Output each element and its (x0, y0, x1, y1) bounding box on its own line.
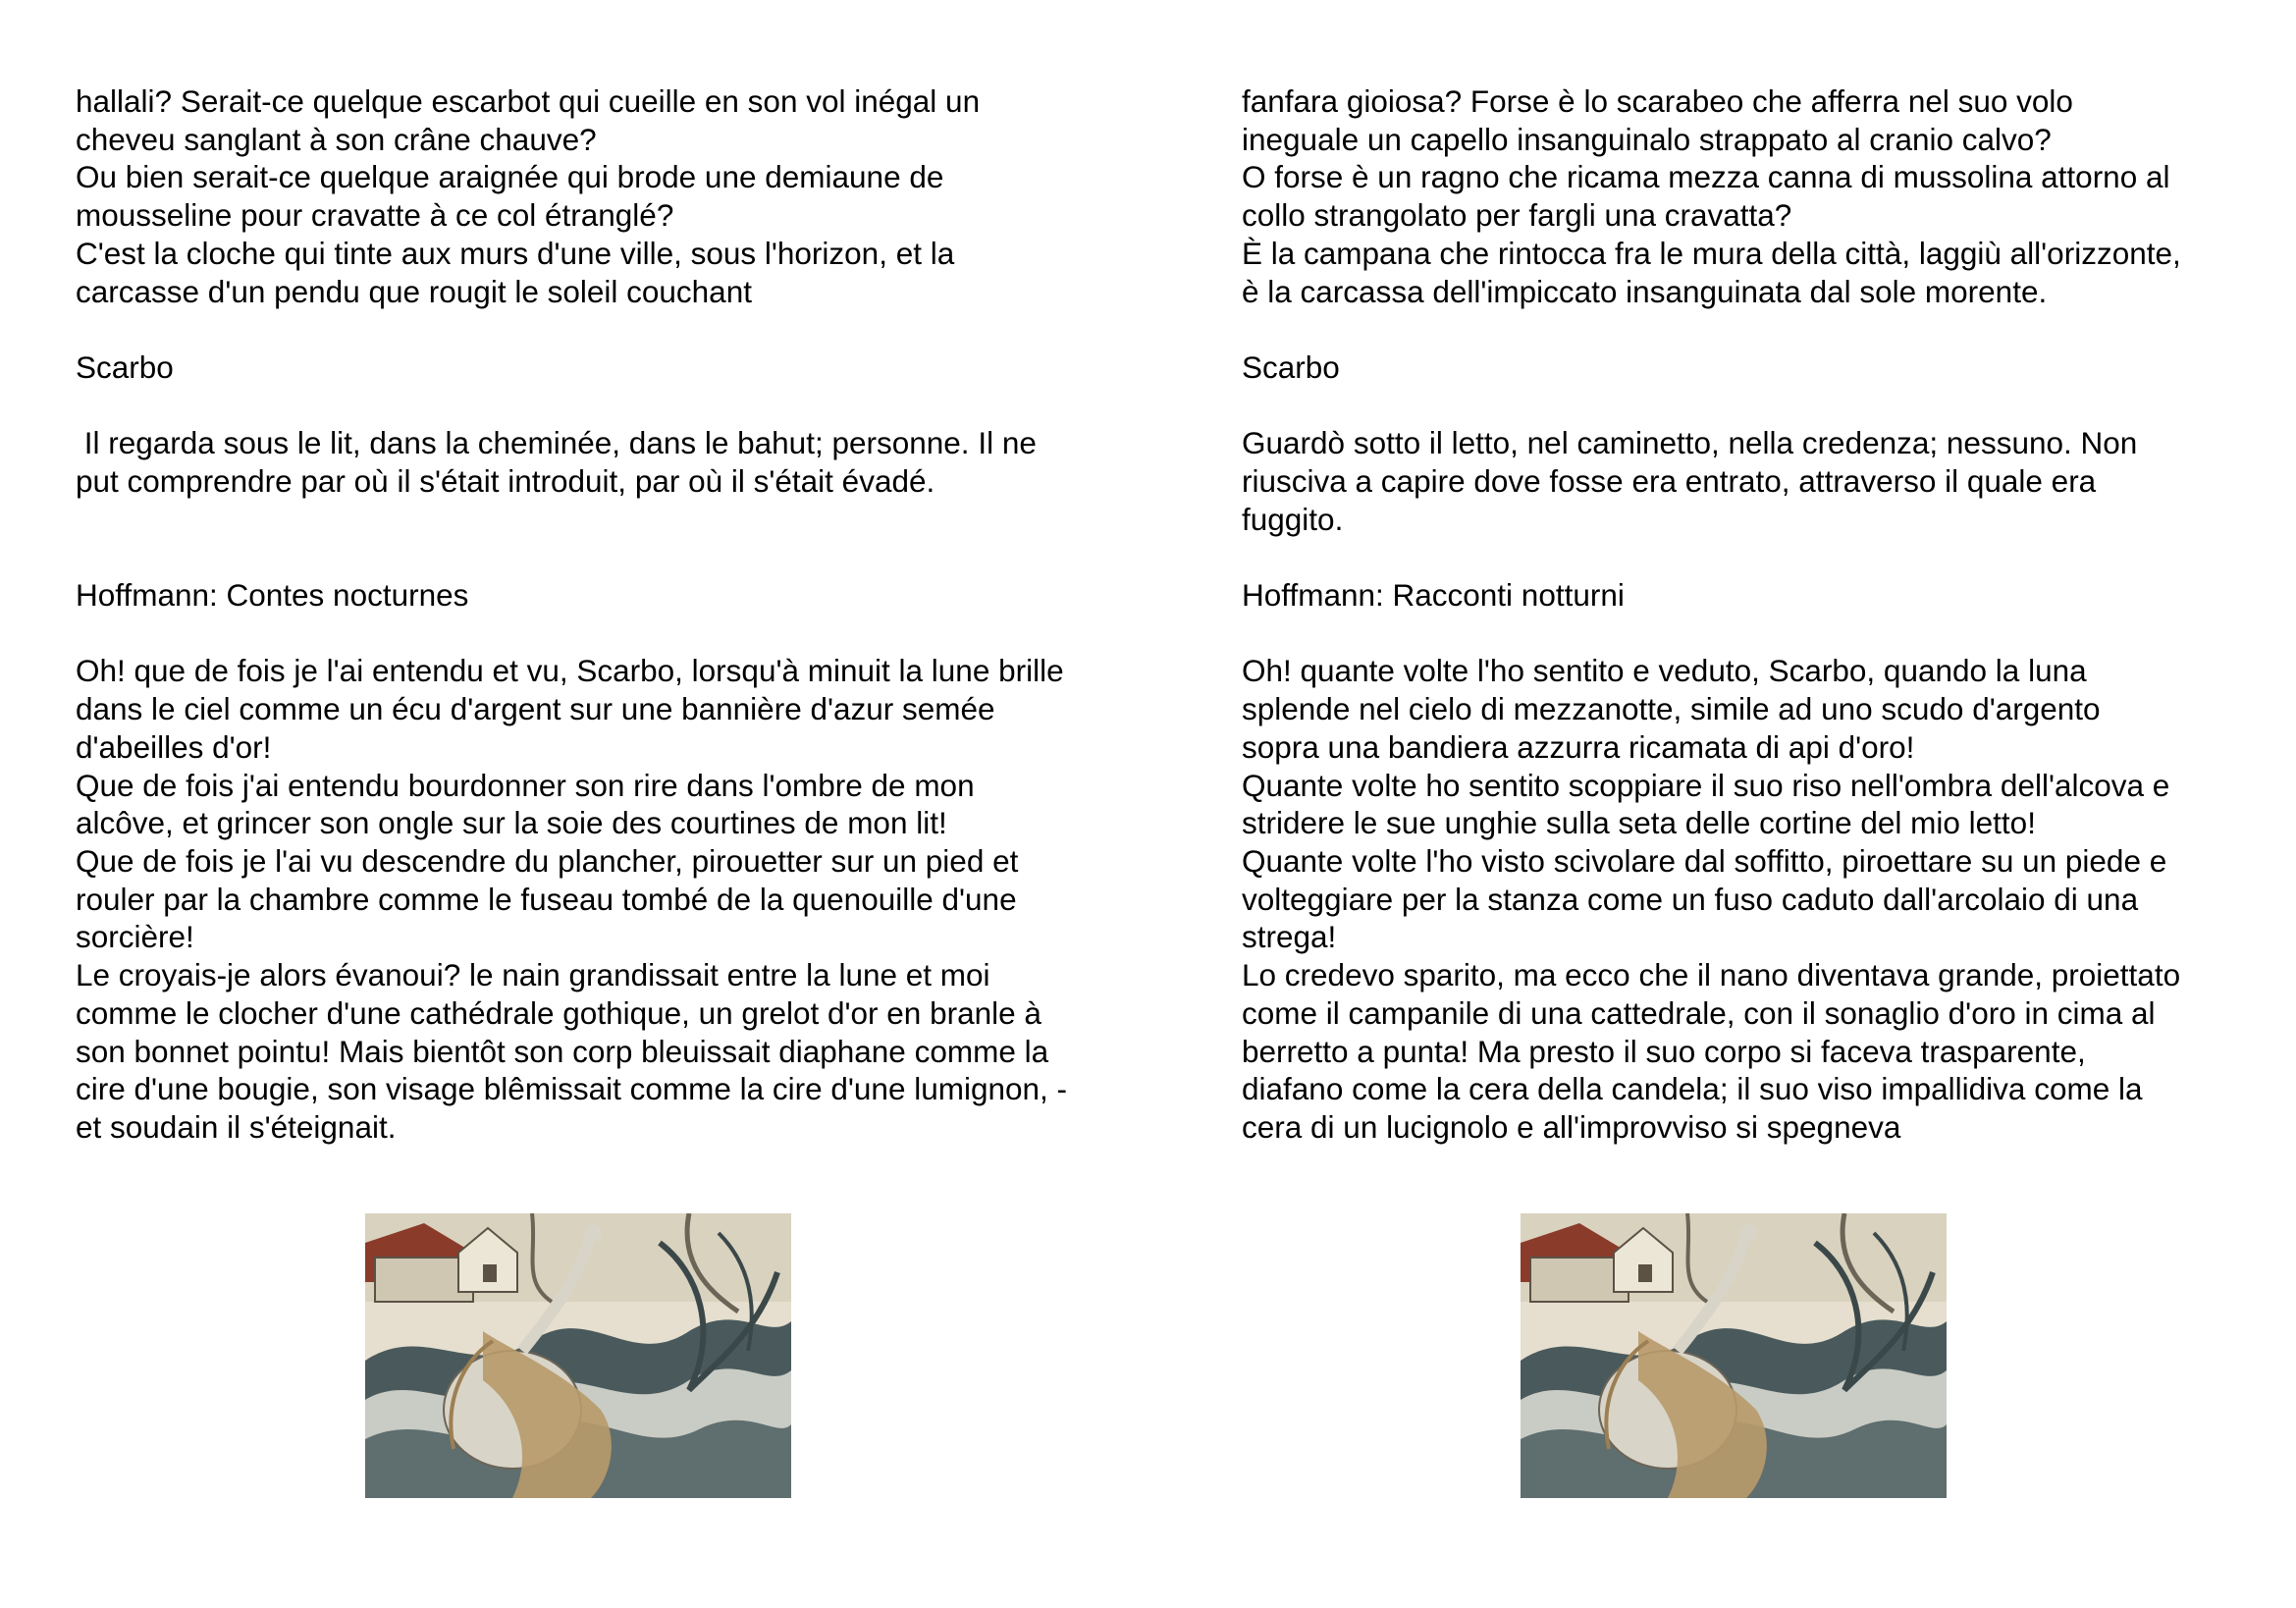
section-title: Scarbo (76, 348, 174, 385)
text-line: fanfara gioiosa? Forse è lo scarabeo che afferra nel suo volo (1242, 83, 2073, 119)
undine-illustration-right (1521, 1213, 1947, 1498)
text-line: cera di un lucignolo e all'improvviso si spegneva (1242, 1108, 1901, 1145)
text-line: Guardò sotto il letto, nel caminetto, nella credenza; nessuno. Non (1242, 425, 2138, 461)
french-paragraph-2 (76, 424, 1165, 500)
text-line: splende nel cielo di mezzanotte, simile ad uno scudo d'argento (1242, 691, 2101, 727)
text-line: Que de fois j'ai entendu bourdonner son rire dans l'ombre de mon (76, 767, 975, 803)
text-line: d'abeilles d'or! (76, 728, 272, 765)
text-line: sopra una bandiera azzurra ricamata di api d'oro! (1242, 728, 1915, 765)
text-line: Quante volte l'ho visto scivolare dal soffitto, piroettare su un piede e (1242, 843, 2167, 879)
section-title: Scarbo (1242, 348, 1340, 385)
text-line: sorcière! (76, 919, 194, 955)
text-line: È la campana che rintocca fra le mura della città, laggiù all'orizzonte, (1242, 235, 2181, 271)
undine-illustration-left (365, 1213, 791, 1498)
text-line: diafano come la cera della candela; il suo viso impallidiva come la (1242, 1071, 2143, 1107)
french-paragraph-1 (76, 82, 1165, 310)
text-line: berretto a punta! Ma presto il suo corpo si faceva trasparente, (1242, 1033, 2086, 1069)
text-line: volteggiare per la stanza come un fuso caduto dall'arcolaio di una (1242, 881, 2139, 917)
italian-paragraph-3 (1242, 652, 2296, 1146)
text-line: alcôve, et grincer son ongle sur la soie des courtines de mon lit! (76, 805, 947, 841)
french-column (76, 82, 1165, 1147)
italian-column (1242, 82, 2296, 1147)
text-line: stridere le sue unghie sulla seta delle cortine del mio letto! (1242, 805, 2036, 841)
text-line: strega! (1242, 919, 1337, 955)
text-line: Que de fois je l'ai vu descendre du plancher, pirouetter sur un pied et (76, 843, 1019, 879)
text-line: collo strangolato per fargli una cravatta? (1242, 197, 1792, 234)
text-line: mousseline pour cravatte à ce col étranglé? (76, 197, 674, 234)
text-line: Quante volte ho sentito scoppiare il suo riso nell'ombra dell'alcova e (1242, 767, 2170, 803)
text-line: ineguale un capello insanguinalo strappato al cranio calvo? (1242, 121, 2052, 157)
text-line: è la carcassa dell'impiccato insanguinata dal sole morente. (1242, 273, 2048, 309)
text-line: Oh! que de fois je l'ai entendu et vu, Scarbo, lorsqu'à minuit la lune brille (76, 653, 1064, 689)
text-line: Le croyais-je alors évanoui? le nain grandissait entre la lune et moi (76, 957, 990, 993)
undine-waves-illustration-icon (365, 1213, 791, 1498)
text-line: cheveu sanglant à son crâne chauve? (76, 121, 597, 157)
text-line: carcasse d'un pendu que rougit le soleil couchant (76, 273, 752, 309)
text-line: hallali? Serait-ce quelque escarbot qui cueille en son vol inégal un (76, 83, 981, 119)
text-line: Ou bien serait-ce quelque araignée qui brode une demiaune de (76, 159, 944, 195)
text-line: rouler par la chambre comme le fuseau tombé de la quenouille d'une (76, 881, 1017, 917)
source-attribution: Hoffmann: Racconti notturni (1242, 577, 1625, 614)
source-attribution: Hoffmann: Contes nocturnes (76, 577, 469, 614)
text-line: C'est la cloche qui tinte aux murs d'une ville, sous l'horizon, et la (76, 235, 955, 271)
french-paragraph-3 (76, 652, 1165, 1146)
text-line: Il regarda sous le lit, dans la cheminée, dans le bahut; personne. Il ne (76, 425, 1037, 461)
text-line: son bonnet pointu! Mais bientôt son corp bleuissait diaphane comme la (76, 1033, 1049, 1069)
text-line: riusciva a capire dove fosse era entrato, attraverso il quale era (1242, 463, 2097, 499)
italian-paragraph-1 (1242, 82, 2296, 310)
text-line: fuggito. (1242, 501, 1344, 537)
text-line: cire d'une bougie, son visage blêmissait comme la cire d'une lumignon, - (76, 1071, 1068, 1107)
text-line: put comprendre par où il s'était introduit, par où il s'était évadé. (76, 463, 935, 499)
text-line: Oh! quante volte l'ho sentito e veduto, Scarbo, quando la luna (1242, 653, 2087, 689)
text-line: dans le ciel comme un écu d'argent sur une bannière d'azur semée (76, 691, 995, 727)
text-line: come il campanile di una cattedrale, con il sonaglio d'oro in cima al (1242, 994, 2156, 1031)
text-line: et soudain il s'éteignait. (76, 1108, 397, 1145)
italian-paragraph-2 (1242, 424, 2296, 538)
text-line: Lo credevo sparito, ma ecco che il nano diventava grande, proiettato (1242, 957, 2181, 993)
text-line: O forse è un ragno che ricama mezza canna di mussolina attorno al (1242, 159, 2170, 195)
undine-waves-illustration-icon (1521, 1213, 1947, 1498)
text-line: comme le clocher d'une cathédrale gothique, un grelot d'or en branle à (76, 994, 1041, 1031)
